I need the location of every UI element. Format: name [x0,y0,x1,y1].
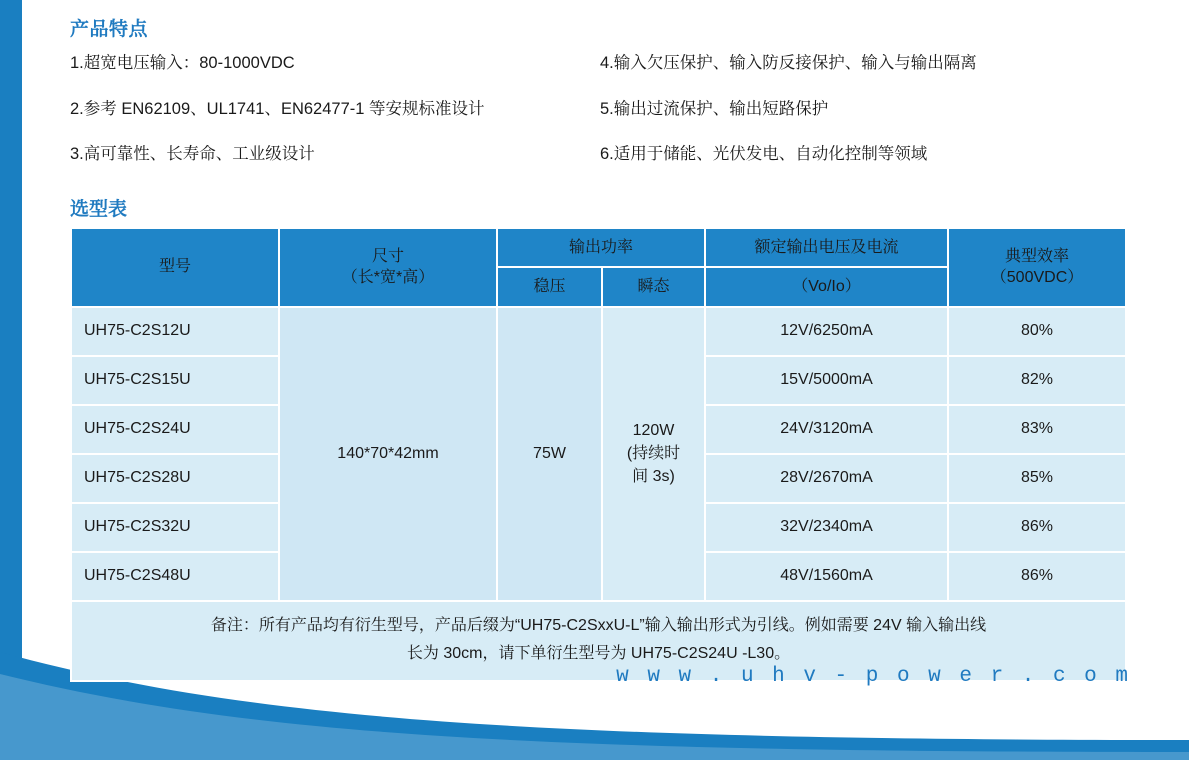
cell-rated: 28V/2670mA [705,454,948,503]
feature-item: 3.高可靠性、长寿命、工业级设计 [70,145,315,164]
header-regulated: 稳压 [497,267,602,307]
page-content [70,0,1140,682]
selection-table [70,227,1127,682]
cell-transient-power [602,307,705,601]
header-size-line2: （长*宽*高） [341,269,435,287]
header-rated-sub: （Vo/Io） [705,267,948,307]
transient-line3: 间 3s) [632,468,675,486]
cell-rated: 48V/1560mA [705,552,948,601]
transient-line2: (持续时 [626,445,681,463]
feature-item: 1.超宽电压输入：80-1000VDC [70,54,295,72]
cell-rated: 15V/5000mA [705,356,948,405]
features-list [70,51,1130,188]
header-efficiency-line1: 典型效率 [1005,247,1070,265]
cell-model: UH75-C2S48U [71,552,279,601]
transient-line1: 120W [632,422,675,440]
cell-model: UH75-C2S28U [71,454,279,503]
header-efficiency [948,228,1126,307]
feature-item: 4.输入欠压保护、输入防反接保护、输入与输出隔离 [600,54,977,72]
cell-efficiency: 80% [948,307,1126,356]
header-size [279,228,497,307]
header-size-line1: 尺寸 [371,247,404,265]
note-line2: 长为 30cm，请下单衍生型号为 UH75-C2S24U -L30。 [406,644,791,662]
cell-efficiency: 86% [948,503,1126,552]
header-rated-output: 额定输出电压及电流 [705,228,948,268]
cell-rated: 24V/3120mA [705,405,948,454]
cell-model: UH75-C2S32U [71,503,279,552]
feature-item: 6.适用于储能、光伏发电、自动化控制等领域 [600,145,928,164]
cell-efficiency: 85% [948,454,1126,503]
features-column-right [600,51,1130,188]
note-line1: 备注：所有产品均有衍生型号，产品后缀为“UH75-C2SxxU-L”输入输出形式为引线。例如需要 24V 输入输出线 [210,616,987,634]
cell-model: UH75-C2S12U [71,307,279,356]
cell-rated: 32V/2340mA [705,503,948,552]
feature-item: 2.参考 EN62109、UL1741、EN62477-1 等安规标准设计 [70,99,485,118]
header-model: 型号 [71,228,279,307]
table-body [71,307,1126,681]
left-accent-bar-inner [22,0,28,660]
feature-item: 5.输出过流保护、输出短路保护 [600,99,829,118]
cell-efficiency: 83% [948,405,1126,454]
selection-table-title: 选型表 [70,198,128,220]
cell-model: UH75-C2S24U [71,405,279,454]
cell-efficiency: 82% [948,356,1126,405]
website-url[interactable]: w w w . u h v - p o w e r . c o m [616,665,1131,688]
cell-model: UH75-C2S15U [71,356,279,405]
header-efficiency-line2: （500VDC） [990,269,1084,287]
header-output-power: 输出功率 [497,228,705,268]
table-head [71,228,1126,307]
cell-regulated-power: 75W [497,307,602,601]
table-row [71,307,1126,356]
features-title: 产品特点 [70,19,149,40]
cell-rated: 12V/6250mA [705,307,948,356]
header-transient: 瞬态 [602,267,705,307]
cell-efficiency: 86% [948,552,1126,601]
features-column-left [70,51,600,188]
cell-size: 140*70*42mm [279,307,497,601]
table-header-row-1 [71,228,1126,268]
